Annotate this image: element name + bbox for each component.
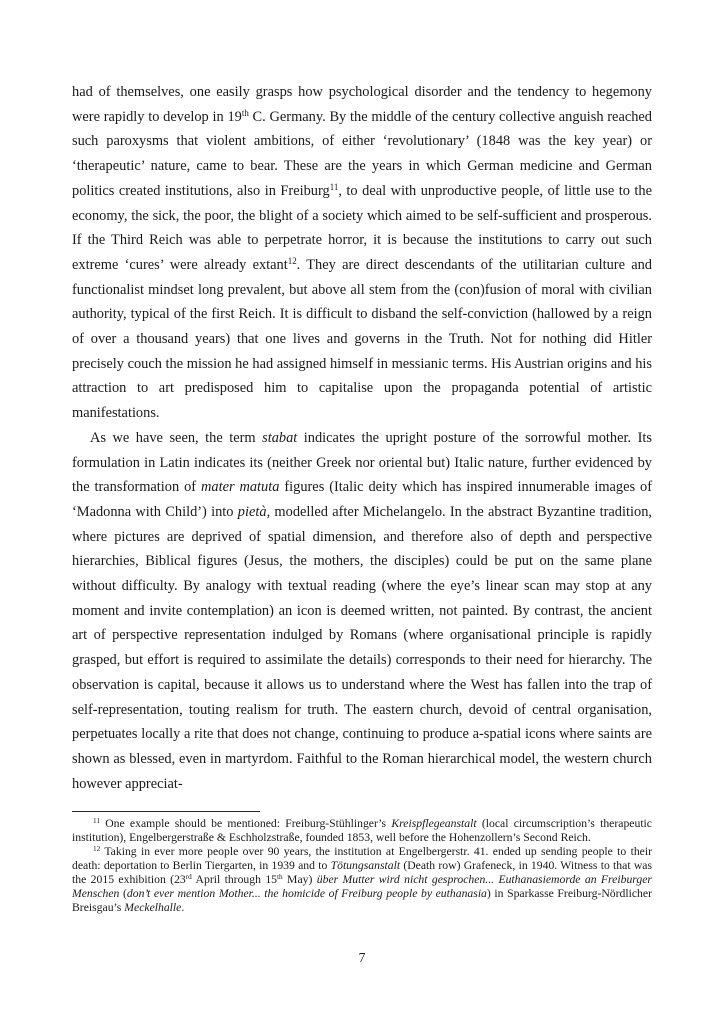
page-content [72, 80, 652, 915]
footnote-12: $^{12}$ Taking in ever more people over 90 years, the institution at Engelbergerstr. 41. ended up sending people to their death: deportation to Berlin Tiergarten, in 1939 and to Tötungsanstalt (Death row) Grafeneck, in 1940. Witness to that was the 2015 exhibition (23rd April through 15th May) über Mutter wird nicht gesprochen... Euthanasiemorde an Freiburger Menschen (don’t ever mention Mother... the homicide of Freiburg people by euthanasia) in Sparkasse Freiburg-Nördlicher Breisgau’s Meckelhalle. [72, 845, 653, 915]
body-paragraph-1: had of themselves, one easily grasps how psychological disorder and the tendency to hegemony were rapidly to develop in 19th C. Germany. By the middle of the century collective anguish reached such paroxysms that violent ambitions, of either ‘revolutionary’ (1848 was the key year) or ‘therapeutic’ nature, came to bear. These are the years in which German medicine and German politics created institutions, also in Freiburg$^{11}$, to deal with unproductive people, of little use to the economy, the sick, the poor, the blight of a society which aimed to be self-sufficient and prosperous. If the Third Reich was able to perpetrate horror, it is because the institutions to carry out such extreme ‘cures’ were already extant$^{12}$. They are direct descendants of the utilitarian culture and functionalist mindset long prevalent, but above all stem from the (con)fusion of moral with civilian authority, typical of the first Reich. It is difficult to disband the self-conviction (hallowed by a reign of over a thousand years) that one lives and governs in the Truth. Not for nothing did Hitler precisely couch the mission he had assigned himself in messianic terms. His Austrian origins and his attraction to art predisposed him to capitalise upon the propaganda potential of artistic manifestations. [72, 84, 653, 422]
footnote-separator [72, 811, 260, 812]
body-paragraph-2: As we have seen, the term stabat indicates the upright posture of the sorrowful mother. Its formulation in Latin indicates its (neither Greek nor oriental but) Italic nature, further evidenced by the transformation of mater matuta figures (Italic deity which has inspired innumerable images of ‘Madonna with Child’) into pietà, modelled after Michelangelo. In the abstract Byzantine tradition, where pictures are deprived of spatial dimension, and therefore also of depth and perspective hierarchies, Biblical figures (Jesus, the mothers, the disciples) could be put on the same plane without difficulty. By analogy with textual reading (where the eye’s linear scan may stop at any moment and invite contemplation) an icon is deemed written, not painted. By contrast, the ancient art of perspective representation indulged by Romans (where organisational principle is rapidly grasped, but effort is required to assimilate the details) corresponds to their need for hierarchy. The observation is capital, because it allows us to understand where the West has fallen into the trap of self-representation, touting realism for truth. The eastern church, devoid of central organisation, perpetuates locally a rite that does not change, continuing to produce a-spatial icons where saints are shown as blessed, even in martyrdom. Faithful to the Roman hierarchical model, the western church however appreciat- [72, 429, 652, 792]
footnote-11: $^{11}$ One example should be mentioned: Freiburg-Stühlinger’s Kreispflegeanstalt (local circumscription’s therapeutic institution), Engelbergerstraße & Eschholzstraße, founded 1853, well before the Hohenzollern’s Second Reich. [72, 817, 652, 845]
footnotes-section [72, 817, 652, 915]
page-number: 7 [358, 950, 366, 965]
